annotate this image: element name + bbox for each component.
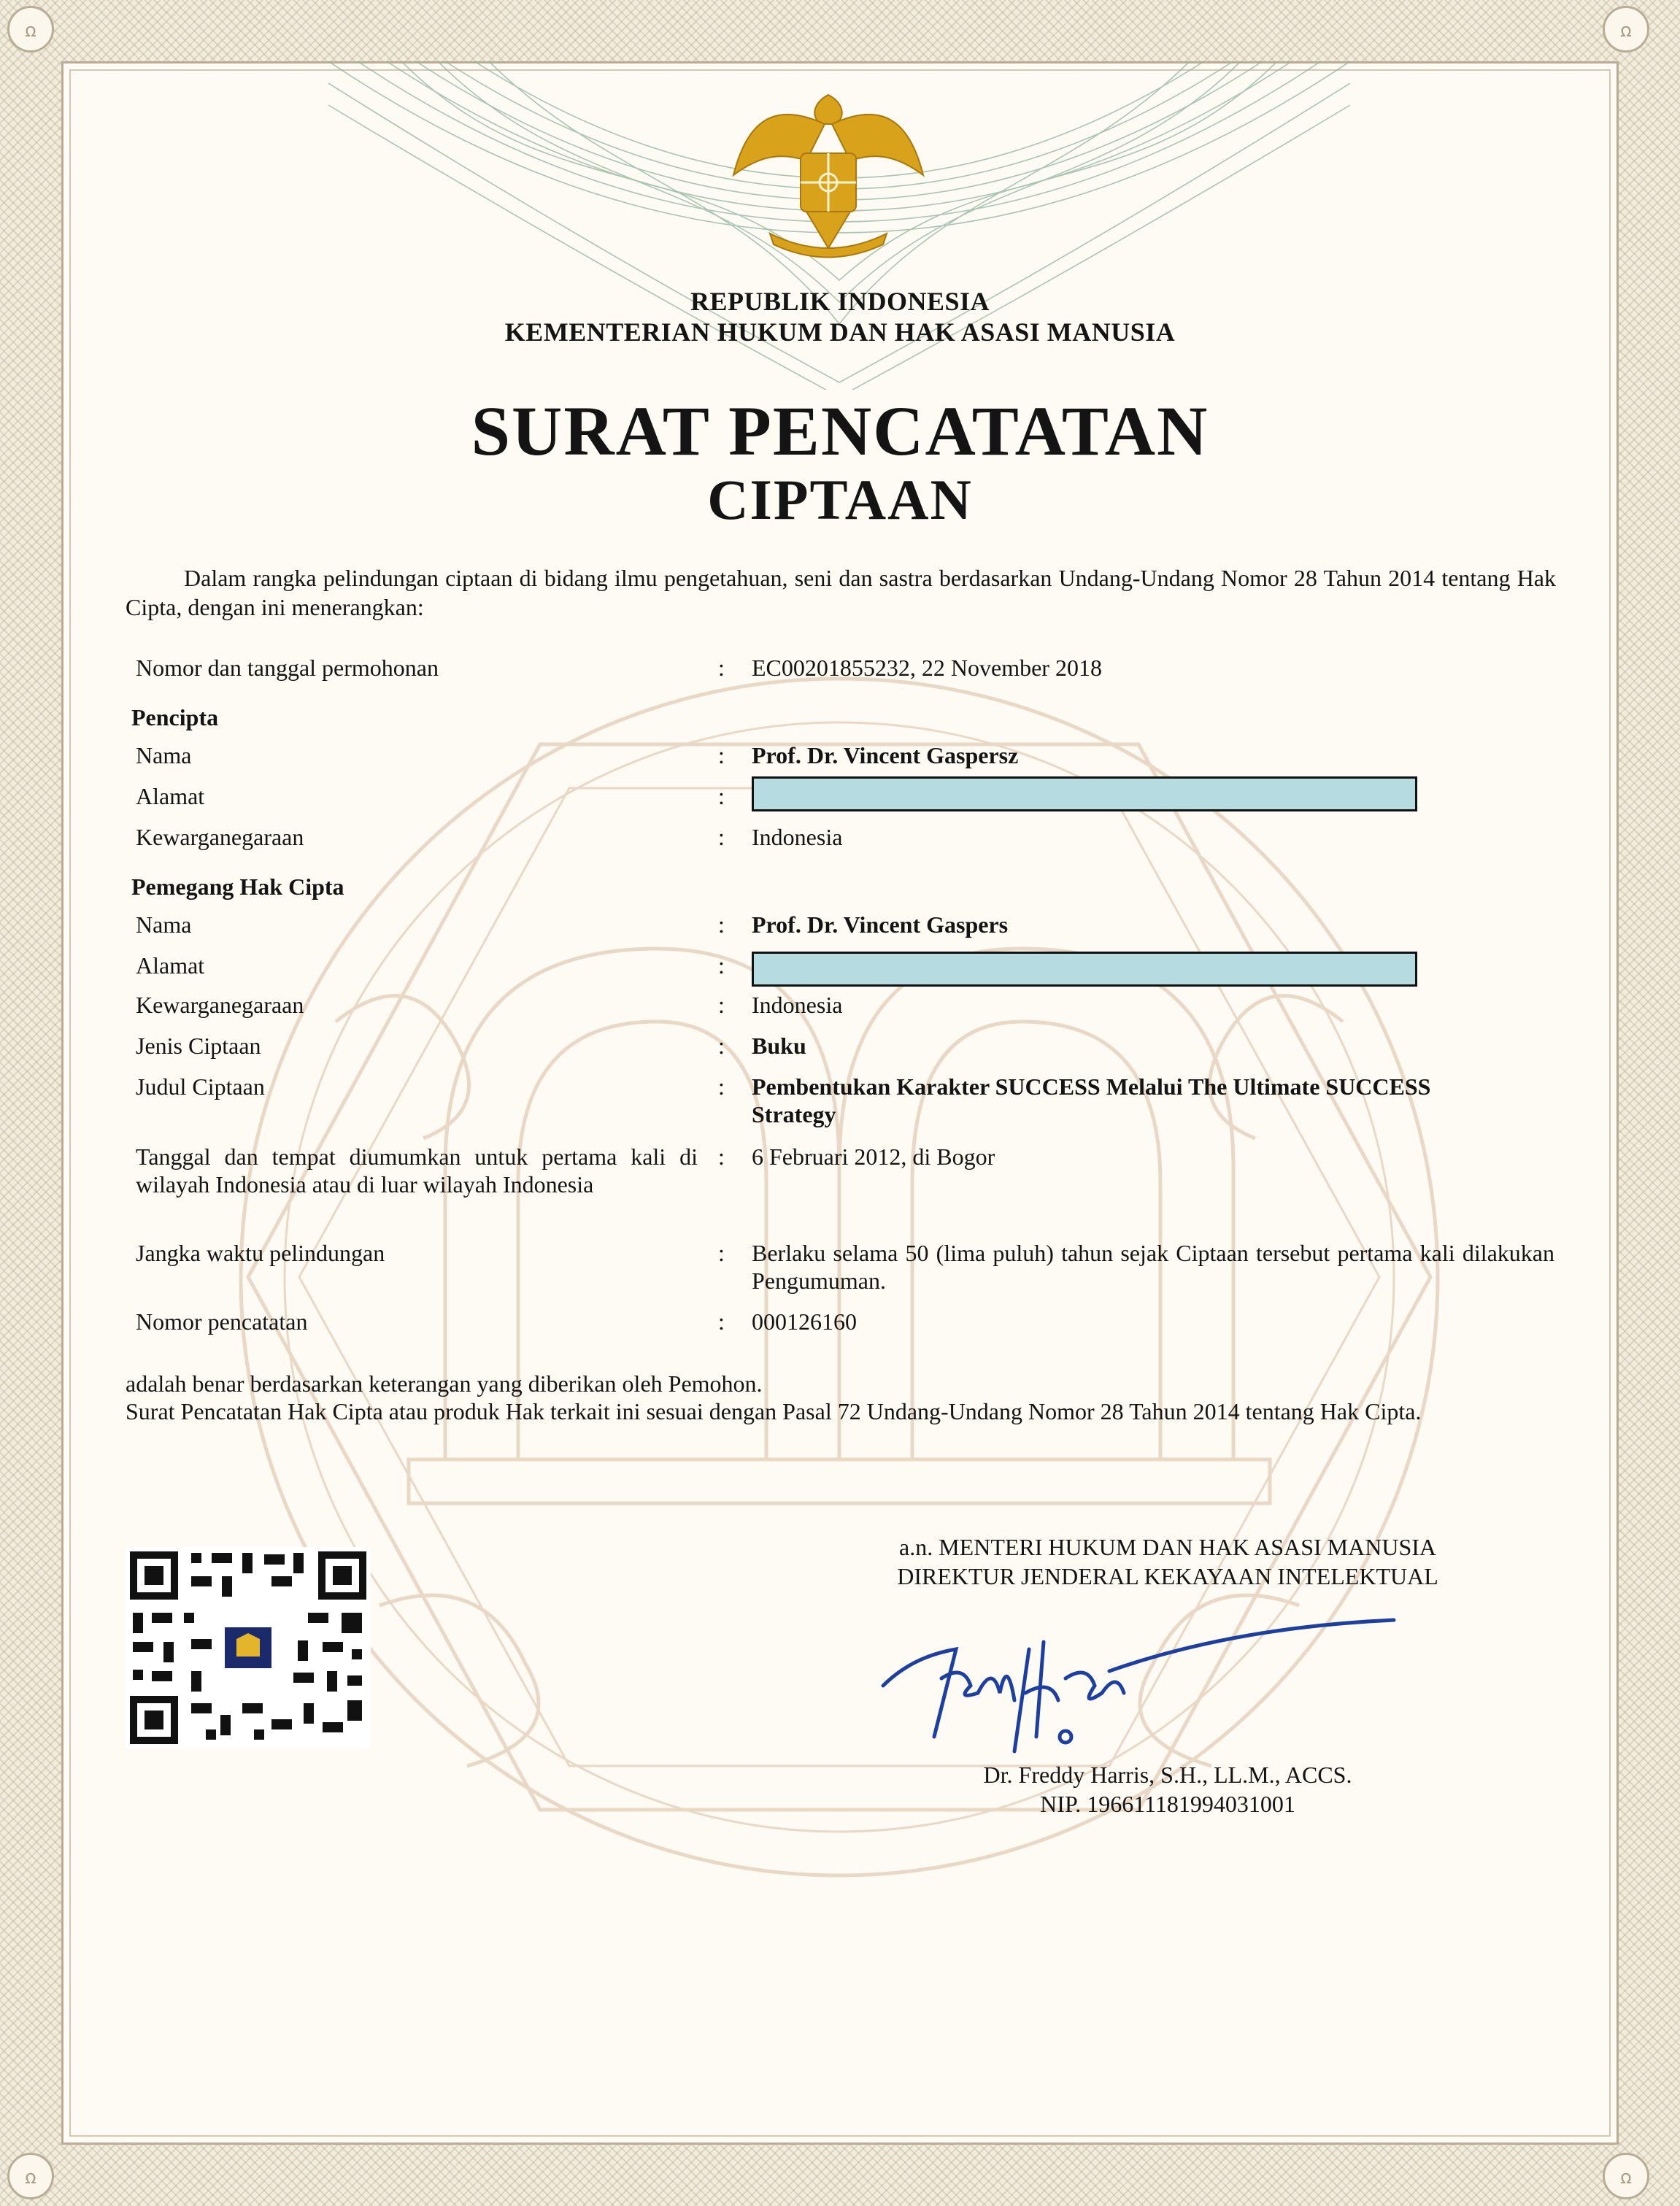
holder-heading: Pemegang Hak Cipta xyxy=(131,873,344,900)
holder-citizenship-label: Kewarganegaraan xyxy=(136,992,304,1018)
corner-ornament-icon: ꭥ xyxy=(1603,2153,1649,2199)
qr-code-icon xyxy=(126,1547,371,1748)
colon: : xyxy=(718,783,725,809)
on-behalf-line: a.n. MENTERI HUKUM DAN HAK ASASI MANUSIA xyxy=(899,1534,1436,1560)
signatory-name: Dr. Freddy Harris, S.H., LL.M., ACCS. xyxy=(983,1762,1352,1788)
work-title-label: Judul Ciptaan xyxy=(136,1073,265,1100)
signatory-nip: NIP. 196611181994031001 xyxy=(1040,1791,1295,1817)
holder-citizenship-value: Indonesia xyxy=(752,992,843,1018)
colon: : xyxy=(718,1033,725,1059)
colon: : xyxy=(718,1308,725,1335)
intro-paragraph: Dalam rangka pelindungan ciptaan di bidang ilmu pengetahuan, seni dan sastra berdasarkan Undang-Undang Nomor 28 Tahun 2014 tentang Hak Cipta, dengan ini menerangkan: xyxy=(126,565,1556,620)
colon: : xyxy=(718,742,725,768)
signatory-position: DIREKTUR JENDERAL KEKAYAAN INTELEKTUAL xyxy=(897,1563,1438,1589)
creator-heading: Pencipta xyxy=(131,704,219,730)
creator-citizenship-label: Kewarganegaraan xyxy=(136,824,304,850)
creator-name-label: Nama xyxy=(136,742,192,768)
publication-date-label: Tanggal dan tempat diumumkan untuk pertama kali di wilayah Indonesia atau di luar wilayah Indonesia xyxy=(136,1144,698,1198)
handwritten-signature xyxy=(868,1591,1409,1766)
registration-number-value: 000126160 xyxy=(752,1308,857,1335)
holder-address-label: Alamat xyxy=(136,952,205,979)
legal-basis-statement: Surat Pencatatan Hak Cipta atau produk Hak terkait ini sesuai dengan Pasal 72 Undang-Undang Nomor 28 Tahun 2014 tentang Hak Cipta. xyxy=(126,1398,1422,1424)
redacted-address xyxy=(752,776,1417,811)
redacted-address xyxy=(752,952,1417,987)
colon: : xyxy=(718,911,725,938)
application-number-label: Nomor dan tanggal permohonan xyxy=(136,655,439,681)
protection-period-value: Berlaku selama 50 (lima puluh) tahun sejak Ciptaan tersebut pertama kali dilakukan Pengumuman. xyxy=(752,1240,1554,1294)
application-number-value: EC00201855232, 22 November 2018 xyxy=(752,655,1102,681)
corner-ornament-icon: ꭥ xyxy=(7,2153,54,2199)
colon: : xyxy=(718,1240,725,1266)
work-type-value: Buku xyxy=(752,1033,806,1059)
document-title: SURAT PENCATATAN xyxy=(471,392,1209,470)
holder-name-label: Nama xyxy=(136,911,192,938)
corner-ornament-icon: ꭥ xyxy=(7,6,54,53)
protection-period-label: Jangka waktu pelindungan xyxy=(136,1240,385,1266)
work-type-label: Jenis Ciptaan xyxy=(136,1033,261,1059)
colon: : xyxy=(718,655,725,681)
colon: : xyxy=(718,824,725,850)
header-republic: REPUBLIK INDONESIA xyxy=(690,287,990,316)
work-title-value: Pembentukan Karakter SUCCESS Melalui The Ultimate SUCCESS Strategy xyxy=(752,1073,1431,1127)
document-subtitle: CIPTAAN xyxy=(707,468,973,531)
corner-ornament-icon: ꭥ xyxy=(1603,6,1649,53)
publication-date-value: 6 Februari 2012, di Bogor xyxy=(752,1144,995,1170)
creator-citizenship-value: Indonesia xyxy=(752,824,843,850)
closing-statement: adalah benar berdasarkan keterangan yang diberikan oleh Pemohon. xyxy=(126,1370,763,1397)
registration-number-label: Nomor pencatatan xyxy=(136,1308,308,1335)
creator-name-value: Prof. Dr. Vincent Gaspersz xyxy=(752,742,1019,768)
creator-address-label: Alamat xyxy=(136,783,205,809)
colon: : xyxy=(718,992,725,1018)
colon: : xyxy=(718,952,725,979)
colon: : xyxy=(718,1073,725,1100)
header-ministry: KEMENTERIAN HUKUM DAN HAK ASASI MANUSIA xyxy=(504,317,1176,347)
colon: : xyxy=(718,1144,725,1170)
garuda-emblem-icon xyxy=(719,73,938,263)
holder-name-value: Prof. Dr. Vincent Gaspers xyxy=(752,911,1009,938)
